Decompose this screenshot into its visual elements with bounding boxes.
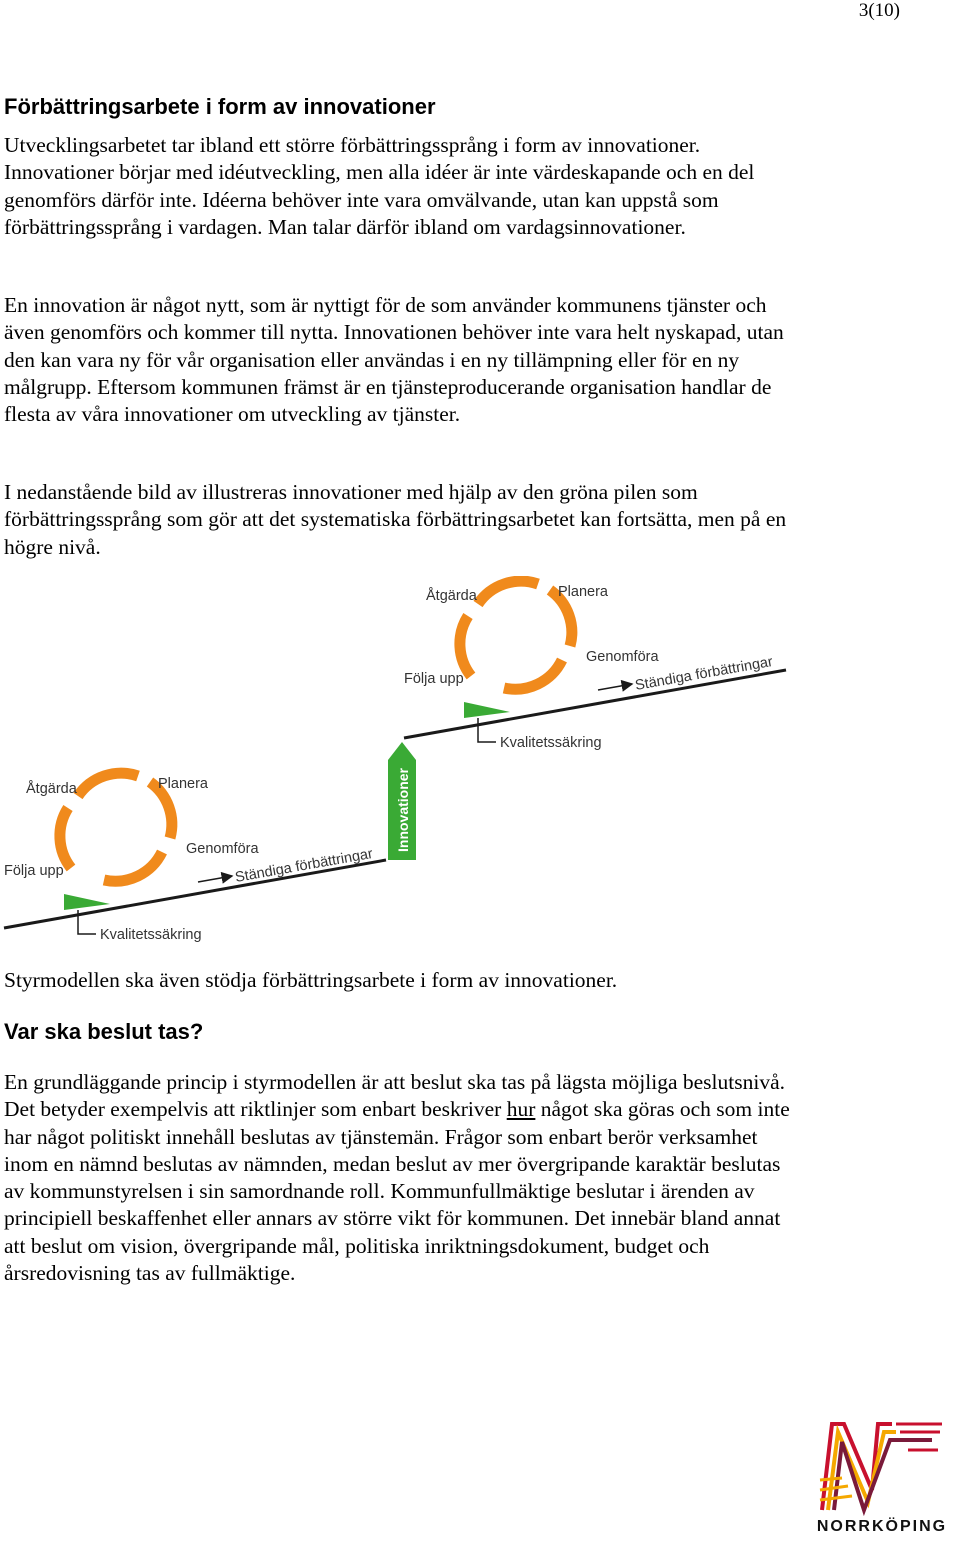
upper-label-folja-upp: Följa upp xyxy=(404,671,464,687)
upper-label-genomfora: Genomföra xyxy=(586,649,659,665)
upper-label-planera: Planera xyxy=(558,584,608,600)
paragraph-after-diagram: Styrmodellen ska även stödja förbättringsarbete i form av innovationer. xyxy=(4,968,618,992)
upper-label-kvalitet: Kvalitetssäkring xyxy=(500,735,602,751)
lower-label-atgarda: Åtgärda xyxy=(26,781,77,797)
upper-quality-wedge xyxy=(464,702,510,718)
innovation-arrow xyxy=(388,742,416,860)
lower-label-standiga: Ständiga förbättringar xyxy=(233,845,375,886)
improvement-cycle-diagram xyxy=(0,576,800,946)
lower-label-kvalitet: Kvalitetssäkring xyxy=(100,927,202,943)
lower-label-genomfora: Genomföra xyxy=(186,841,259,857)
lower-quality-wedge xyxy=(64,894,110,910)
section-heading-innovations: Förbättringsarbete i form av innovationer xyxy=(4,94,436,119)
upper-label-atgarda: Åtgärda xyxy=(426,588,477,604)
upper-label-standiga: Ständiga förbättringar xyxy=(633,653,775,694)
innovation-label: Innovationer xyxy=(395,767,411,852)
page-number: 3(10) xyxy=(858,0,900,21)
paragraph-3: I nedanstående bild av illustreras innovationer med hjälp av den gröna pilen som förbättringssprång som gör att det systematiska förbättringsarbetet kan fortsätta, men på en högre nivå. xyxy=(4,480,787,559)
lower-label-folja-upp: Följa upp xyxy=(4,863,64,879)
logo-wordmark: NORRKÖPING xyxy=(816,1518,948,1535)
section-heading-decisions: Var ska beslut tas? xyxy=(4,1019,204,1044)
paragraph-decisions: En grundläggande princip i styrmodellen är att beslut ska tas på lägsta möjliga beslutsnivå. Det betyder exempelvis att riktlinjer som enbart beskriver hur något ska göras och som inte har något politiskt innehåll beslutas av tjänstemän. Frågor som enbart berör verksamhet inom en nämnd beslutas av nämnden, medan beslut av mer övergripande karaktär beslutas av kommunstyrelsen i sin samordnande roll. Kommunfullmäktige beslutar i ärenden av principiell beskaffenhet eller annars av större vikt för kommunen. Det innebär bland annat att beslut om vision, övergripande mål, politiska inriktningsdokument, budget och årsredovisning tas av fullmäktige. xyxy=(4,1070,790,1286)
underlined-word: hur xyxy=(506,1097,536,1122)
paragraph-1: Utvecklingsarbetet tar ibland ett större förbättringssprång i form av innovationer. Innovationer börjar med idéutveckling, men alla idéer är inte värdeskapande och en del genomförs därför inte. Idéerna behöver inte vara omvälvande, utan kan uppstå som förbättringssprång i vardagen. Man talar därför ibland om vardagsinnovationer. xyxy=(4,133,755,239)
lower-label-planera: Planera xyxy=(158,776,208,792)
paragraph-2: En innovation är något nytt, som är nyttigt för de som använder kommunens tjänster och även genomförs och kommer till nytta. Innovationen behöver inte vara helt nyskapad, utan den kan vara ny för vår organisation eller användas i en ny tillämpning eller för en ny målgrupp. Eftersom kommunen främst är en tjänsteproducerande organisation handlar de flesta av våra innovationer om utveckling av tjänster. xyxy=(4,293,784,427)
